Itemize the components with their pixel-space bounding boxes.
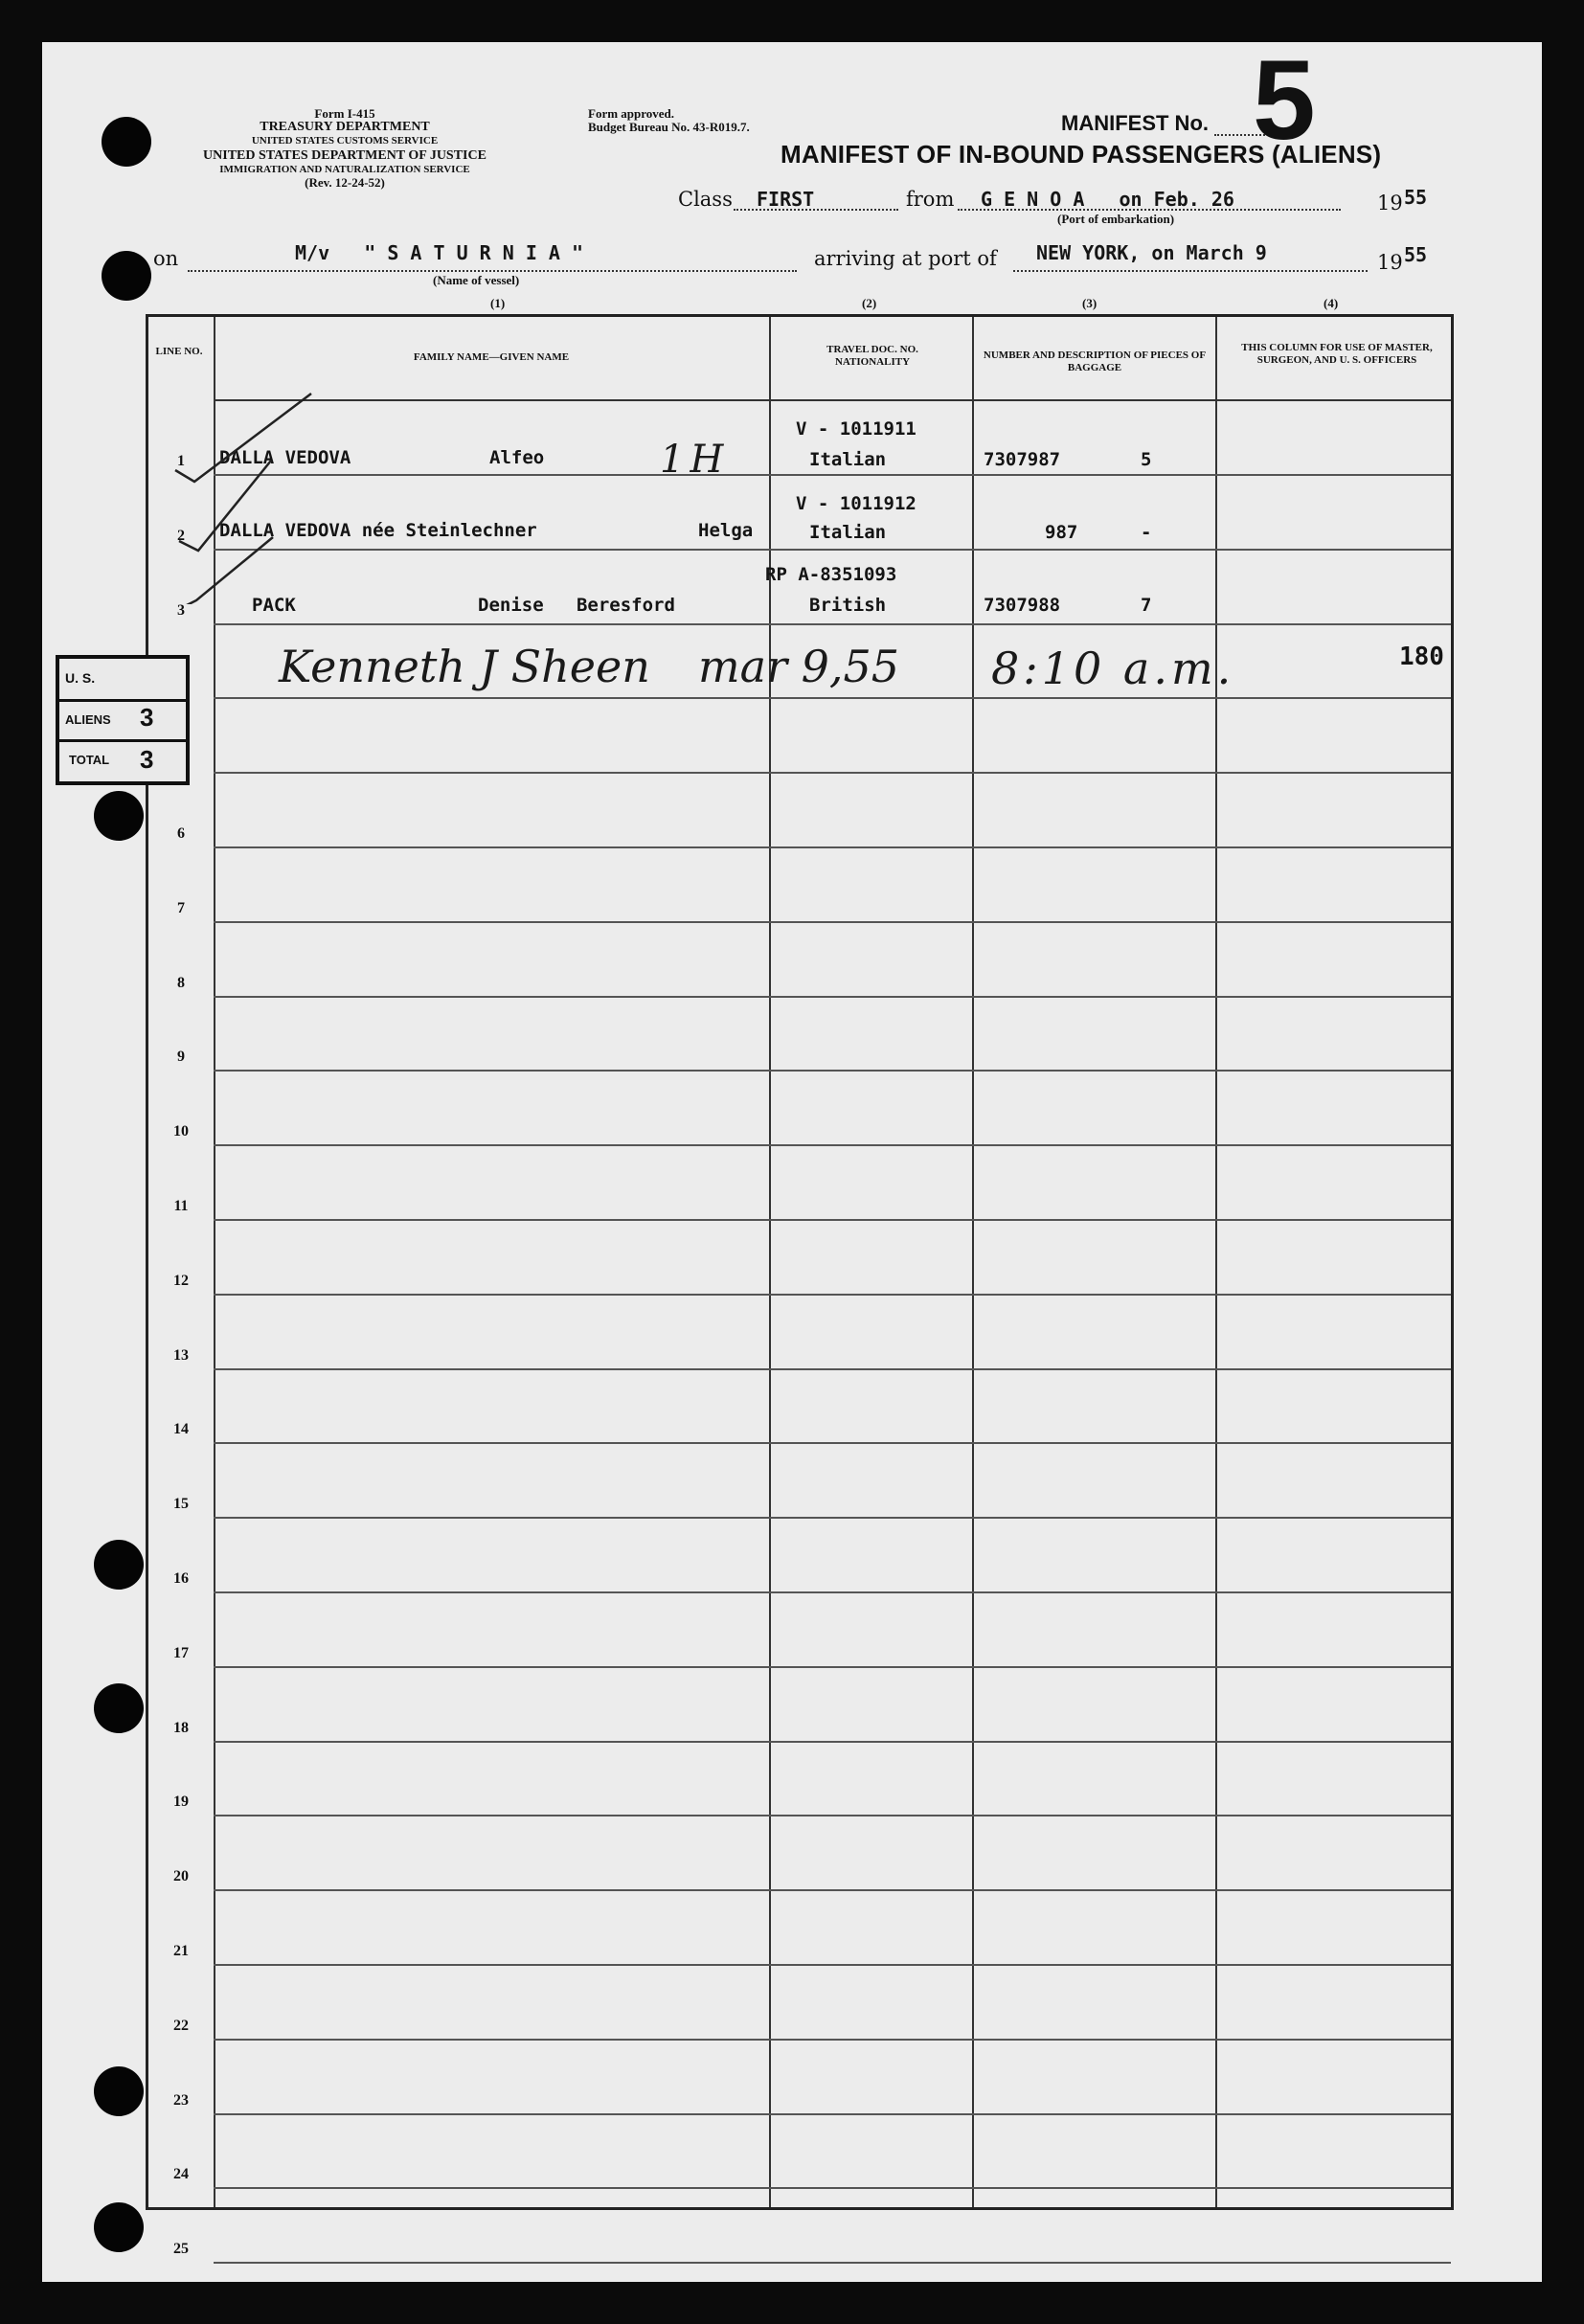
arriving-value: NEW YORK, on March 9 [1036, 241, 1267, 264]
header-travel-doc: TRAVEL DOC. NO. NATIONALITY [826, 344, 918, 368]
line-number: 19 [173, 1794, 189, 1811]
line-number: 18 [173, 1719, 189, 1736]
binder-hole [94, 791, 144, 841]
line-number: 7 [177, 899, 185, 916]
passenger-2-family: DALLA VEDOVA née Steinlechner [219, 520, 537, 541]
table-row [148, 1742, 1451, 1816]
line-number: 8 [177, 974, 185, 991]
table-row [148, 699, 1451, 774]
form-revision: (Rev. 12-24-52) [305, 175, 385, 190]
check-mark-1 [175, 394, 311, 482]
passenger-2-nationality: Italian [809, 522, 887, 543]
binder-hole [94, 2066, 144, 2116]
manifest-number: 5 [1253, 37, 1316, 164]
inspection-time: 8:10 a.m. [991, 643, 1235, 694]
line-number: 22 [173, 2017, 189, 2034]
binder-hole [94, 1540, 144, 1590]
passenger-table [146, 314, 1454, 2258]
class-label: Class [678, 188, 733, 211]
binder-hole [94, 2202, 144, 2252]
line-number: 1 [177, 453, 185, 469]
table-row [148, 774, 1451, 848]
passenger-3-nationality: British [809, 595, 887, 616]
passenger-2-pieces: - [1141, 522, 1152, 543]
table-row [148, 1444, 1451, 1519]
treasury-department: TREASURY DEPARTMENT [260, 120, 430, 134]
passenger-1-nationality: Italian [809, 449, 887, 470]
table-row [148, 1891, 1451, 1966]
passenger-1-doc: V - 1011911 [796, 418, 916, 440]
line-number: 15 [173, 1496, 189, 1513]
passenger-3-pieces: 7 [1141, 595, 1152, 616]
form-number: Form I-415 [314, 106, 375, 121]
table-row [148, 923, 1451, 998]
header-baggage: NUMBER AND DESCRIPTION OF PIECES OF BAGGAGE [983, 350, 1207, 373]
passenger-3-family: PACK [252, 595, 296, 616]
table-row [148, 997, 1451, 1072]
vessel-caption: (Name of vessel) [433, 273, 520, 287]
vessel-line [188, 270, 797, 272]
line-number: 12 [173, 1272, 189, 1289]
line-number: 25 [173, 2241, 189, 2258]
passenger-1-pieces: 5 [1141, 449, 1152, 470]
column-number-4: (4) [1324, 296, 1339, 310]
line-number: 11 [173, 1198, 189, 1214]
passenger-3-given: Denise Beresford [478, 595, 675, 616]
table-row [148, 2189, 1451, 2264]
passenger-2-given: Helga [698, 520, 754, 541]
officer-number: 180 [1399, 643, 1444, 671]
form-agency-block [144, 107, 546, 190]
check-mark-3 [181, 537, 273, 604]
header-officers: THIS COLUMN FOR USE OF MASTER, SURGEON, AND U. S. OFFICERS [1241, 342, 1433, 366]
binder-hole [102, 251, 151, 301]
stamp-divider [59, 739, 186, 742]
check-mark-2 [179, 461, 271, 551]
line-number: 2 [177, 527, 185, 544]
from-label: from [906, 188, 955, 211]
column-number-2: (2) [862, 296, 877, 310]
inspector-signature: Kenneth J Sheen [279, 641, 650, 692]
ins-service: IMMIGRATION AND NATURALIZATION SERVICE [219, 164, 470, 175]
arriving-line [1013, 270, 1368, 272]
manifest-title: MANIFEST OF IN-BOUND PASSENGERS (ALIENS) [781, 140, 1382, 169]
line-number: 10 [173, 1123, 189, 1140]
row-rule [214, 2262, 1451, 2264]
header-name: FAMILY NAME—GIVEN NAME [413, 351, 570, 363]
stamp-total-count: 3 [140, 745, 154, 774]
table-row [148, 1221, 1451, 1296]
table-row [148, 1668, 1451, 1743]
column-number-3: (3) [1082, 296, 1097, 310]
line-number: 13 [173, 1346, 189, 1364]
year-prefix-arrive: 19 [1377, 251, 1403, 274]
line-number: 6 [177, 825, 185, 842]
stamp-total-label: TOTAL [69, 753, 110, 767]
header-line-no: LINE NO. [155, 346, 203, 357]
line-number: 23 [173, 2091, 189, 2109]
table-row [148, 1296, 1451, 1370]
table-row [148, 1519, 1451, 1593]
handwritten-mark: 1H [660, 438, 730, 482]
vessel-name: M/v " S A T U R N I A " [295, 241, 584, 264]
passenger-1-given: Alfeo [489, 447, 545, 468]
customs-service: UNITED STATES CUSTOMS SERVICE [251, 135, 439, 147]
table-row [148, 848, 1451, 923]
manifest-number-label: MANIFEST No. [1061, 111, 1209, 135]
line-number: 21 [173, 1943, 189, 1959]
count-stamp [56, 655, 190, 785]
form-approved: Form approved. [588, 106, 675, 121]
budget-bureau: Budget Bureau No. 43-R019.7. [588, 120, 750, 134]
line-number: 16 [173, 1570, 189, 1587]
year-arrive: 55 [1404, 243, 1428, 266]
passenger-2-doc: V - 1011912 [796, 493, 916, 514]
stamp-us-label: U. S. [65, 670, 96, 686]
table-row [148, 2041, 1451, 2115]
passenger-3-baggage: 7307988 [984, 595, 1061, 616]
line-number: 3 [177, 601, 185, 619]
approval-block [588, 107, 750, 134]
table-row [148, 1072, 1451, 1146]
port-embarkation-caption: (Port of embarkation) [1057, 212, 1175, 226]
on-label: on [153, 247, 179, 270]
column-number-1: (1) [490, 296, 506, 310]
stamp-aliens-label: ALIENS [65, 712, 111, 727]
binder-hole [94, 1683, 144, 1733]
table-row [148, 1146, 1451, 1221]
arriving-label: arriving at port of [814, 247, 997, 270]
line-number: 17 [173, 1644, 189, 1661]
passenger-3-doc: RP A-8351093 [765, 564, 897, 585]
year-embark: 55 [1404, 186, 1428, 209]
stamp-divider [59, 699, 186, 702]
table-row [148, 1816, 1451, 1891]
line-number: 24 [173, 2166, 189, 2183]
line-number: 20 [173, 1868, 189, 1885]
year-prefix-embark: 19 [1377, 192, 1403, 214]
check-marks [148, 317, 455, 604]
class-value: FIRST [757, 188, 815, 211]
from-value: G E N O A on Feb. 26 [981, 188, 1234, 211]
table-row [148, 2114, 1451, 2189]
table-row [148, 1966, 1451, 2041]
passenger-2-baggage: 987 [1045, 522, 1078, 543]
table-row [148, 1369, 1451, 1444]
justice-department: UNITED STATES DEPARTMENT OF JUSTICE [203, 148, 487, 163]
table-row [148, 1593, 1451, 1668]
line-number: 14 [173, 1421, 189, 1438]
passenger-1-family: DALLA VEDOVA [219, 447, 351, 468]
line-number: 9 [177, 1049, 185, 1066]
inspection-date: mar 9,55 [698, 641, 900, 692]
passenger-1-baggage: 7307987 [984, 449, 1061, 470]
stamp-aliens-count: 3 [140, 703, 154, 732]
